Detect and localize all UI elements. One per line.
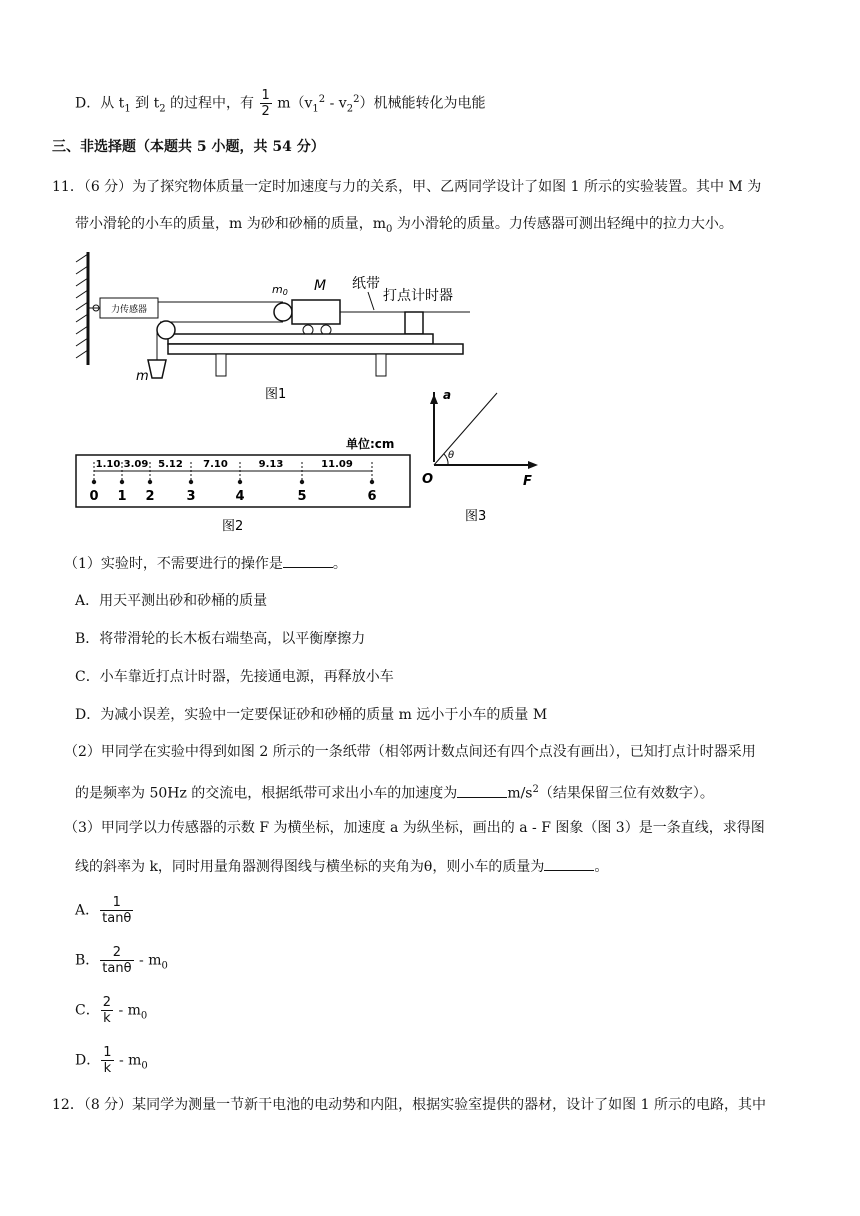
axis-a-label: a bbox=[443, 392, 452, 402]
q11-part3-option-d: D． $\frac{1}{k}$ - $m_0$ bbox=[75, 1045, 148, 1076]
figure-1-caption: 图1 bbox=[265, 387, 287, 400]
q11-part1-option-b: B．将带滑轮的长木板右端垫高，以平衡摩擦力 bbox=[75, 631, 366, 647]
tape-distance-label: 9.13 bbox=[258, 459, 284, 470]
q11-part2-line1: （2）甲同学在实验中得到如图 2 所示的一条纸带（相邻两计数点间还有四个点没有画出），已知打点计时器采用 bbox=[64, 744, 756, 760]
tape-point bbox=[92, 480, 96, 484]
tape-distance-label: 1.10 bbox=[95, 459, 121, 470]
figure-3-graph bbox=[420, 392, 545, 527]
long-board bbox=[168, 334, 433, 344]
theta-label: θ bbox=[448, 450, 455, 461]
tape-label: 纸带 bbox=[352, 276, 380, 292]
q11-part3-option-b: B． $\frac{2}{\tan\theta}$ - $m_0$ bbox=[75, 945, 168, 976]
q12-line1: 12．（8 分）某同学为测量一节新干电池的电动势和内阻，根据实验室提供的器材，设计了如图 1 所示的电路，其中 bbox=[52, 1097, 766, 1113]
timer-label: 打点计时器 bbox=[383, 288, 453, 304]
big-pulley bbox=[157, 321, 175, 339]
q11-part1-option-d: D．为减小误差，实验中一定要保证砂和砂桶的质量 m 远小于小车的质量 M bbox=[75, 707, 548, 723]
bucket-mass-label: m bbox=[136, 369, 149, 384]
answer-blank-1[interactable] bbox=[283, 553, 333, 568]
figure-2-tape bbox=[72, 400, 417, 540]
tape-point bbox=[148, 480, 152, 484]
cart-mass-label: M bbox=[314, 278, 327, 294]
q11-part3-line1: （3）甲同学以力传感器的示数 F 为横坐标，加速度 a 为纵坐标，画出的 a - F 图象（图 3）是一条直线，求得图 bbox=[64, 820, 765, 836]
axis-f-label: F bbox=[523, 474, 532, 489]
figure-3-caption: 图3 bbox=[465, 509, 487, 524]
origin-label: O bbox=[422, 472, 434, 487]
tape-point-label: 3 bbox=[186, 489, 196, 504]
answer-blank-3[interactable] bbox=[544, 856, 594, 871]
small-pulley bbox=[274, 303, 292, 321]
tape-point bbox=[370, 480, 374, 484]
q11-part3-line2: 线的斜率为 k，同时用量角器测得图线与横坐标的夹角为θ，则小车的质量为 。 bbox=[75, 856, 608, 877]
q11-part1-option-a: A．用天平测出砂和砂桶的质量 bbox=[75, 593, 268, 609]
m0-label: m0 bbox=[272, 283, 288, 297]
q11-part1-option-c: C．小车靠近打点计时器，先接通电源，再释放小车 bbox=[75, 669, 394, 685]
section-heading: 三、非选择题（本题共 5 小题，共 54 分） bbox=[52, 139, 325, 155]
figure-1-apparatus bbox=[70, 250, 475, 400]
tape-distance-label: 11.09 bbox=[321, 459, 353, 470]
tape-point-label: 0 bbox=[89, 489, 99, 504]
prev-option-d: D．从 $t_1$ 到 $t_2$ 的过程中，有 $\frac{1}{2}$ $m(v_1^2 - v_2^2)$机械能转化为电能 bbox=[75, 88, 486, 119]
tape-distance-label: 5.12 bbox=[158, 459, 183, 470]
q11-line2: 带小滑轮的小车的质量，m 为砂和砂桶的质量，$m_0$ 为小滑轮的质量。力传感器可测出轻绳中的拉力大小。 bbox=[75, 216, 733, 235]
tape-point-label: 6 bbox=[367, 489, 377, 504]
q11-part3-option-c: C． $\frac{2}{k}$ - $m_0$ bbox=[75, 995, 148, 1026]
tape-distance-label: 3.09 bbox=[123, 459, 149, 470]
tape-point bbox=[189, 480, 193, 484]
q11-part2-line2: 的是频率为 50Hz 的交流电，根据纸带可求出小车的加速度为 $m/s^2$（结果保留三位有效数字）。 bbox=[75, 784, 714, 802]
q11-part1: （1）实验时，不需要进行的操作是 。 bbox=[64, 553, 347, 574]
fraction-half: $\frac{1}{2}$ bbox=[261, 88, 270, 119]
timer-box bbox=[405, 312, 423, 334]
q11-line1: 11．（6 分）为了探究物体质量一定时加速度与力的关系，甲、乙两同学设计了如图 1 所示的实验装置。其中 M 为 bbox=[52, 179, 762, 195]
sensor-label: 力传感器 bbox=[110, 305, 148, 315]
tape-point bbox=[120, 480, 124, 484]
tape-point bbox=[238, 480, 242, 484]
tape-point-label: 1 bbox=[117, 489, 127, 504]
figure-2-caption: 图2 bbox=[222, 519, 244, 534]
q11-part3-option-a: A． $\frac{1}{\tan\theta}$ bbox=[75, 895, 132, 926]
table-top bbox=[168, 344, 463, 354]
sand-bucket bbox=[148, 360, 166, 378]
tape-point-label: 4 bbox=[235, 489, 245, 504]
tape-distance-label: 7.10 bbox=[203, 459, 228, 470]
cart bbox=[292, 300, 340, 324]
tape-point-label: 2 bbox=[145, 489, 155, 504]
tape-point-label: 5 bbox=[297, 489, 307, 504]
unit-label: 单位:cm bbox=[346, 437, 395, 451]
tape-point bbox=[300, 480, 304, 484]
answer-blank-2[interactable] bbox=[457, 783, 507, 798]
